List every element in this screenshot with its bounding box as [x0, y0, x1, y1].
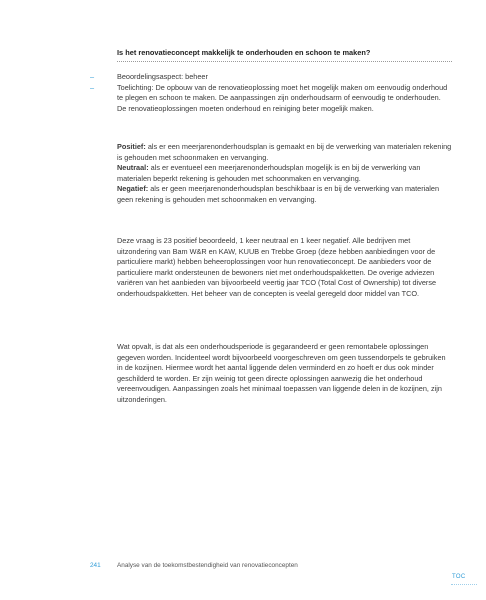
page-number: 241 [90, 562, 101, 569]
ratings-block [117, 142, 452, 206]
section-question: Is het renovatieconcept makkelijk te onderhouden en schoon te maken? [117, 48, 371, 57]
footer-title: Analyse van de toekomstbestendigheid van renovatieconcepten [117, 562, 298, 569]
rating-positive [117, 142, 452, 163]
rating-negative-text: als er geen meerjarenonderhoudsplan beschikbaar is en bij de verwerking van materialen geen rekening is gehouden met schoonmaken en vervanging. [117, 184, 440, 204]
rating-positive-label: Positief: [117, 142, 146, 151]
toc-link[interactable]: TOC [452, 574, 466, 580]
dash-bullet-icon: – [90, 72, 95, 81]
dash-bullet-icon: – [90, 82, 95, 92]
rating-positive-text: als er een meerjarenonderhoudsplan is gemaakt en bij de verwerking van materialen rekening is gehouden met schoonmaken en vervanging. [117, 142, 452, 162]
dotted-divider [117, 61, 452, 62]
list-item [90, 82, 452, 115]
assessment-aspect: Beoordelingsaspect: beheer [117, 72, 208, 81]
results-paragraph: Deze vraag is 23 positief beoordeeld, 1 keer neutraal en 1 keer negatief. Alle bedrijven met uitzondering van Bam W&R en KAW, KUUB en Trebbe Groep (deze hebben aanbiedingen voor de particuliere markt) hebben beheeroplossingen voor hun renovatieconcept. De aanbieders voor de particuliere markt ondersteunen de bewoners niet met onderhoudspakketten. De overige adviezen variëren van het aanbieden van bijvoorbeeld veertig jaar TCO (Total Cost of Ownership) tot diverse onderhoudspakketten. Het beheer van de concepten is veelal geregeld door middel van TCO. [117, 236, 437, 298]
rating-negative [117, 184, 452, 205]
rating-negative-label: Negatief: [117, 184, 149, 194]
toc-underline [451, 584, 477, 585]
bullet-list [90, 72, 452, 114]
list-item [90, 72, 452, 83]
page-footer [0, 562, 486, 580]
rating-neutral-label: Neutraal: [117, 163, 149, 173]
rating-neutral-text: als er eventueel een meerjarenonderhoudsplan mogelijk is en bij de verwerking van materialen beperkt rekening is gehouden met schoonmaken en vervanging. [117, 163, 421, 183]
rating-neutral [117, 163, 452, 184]
observations-paragraph: Wat opvalt, is dat als een onderhoudsperiode is gegarandeerd er geen remontabele oplossingen gegeven worden. Incidenteel wordt bijvoorbeeld voorgeschreven om geen tussendorpels te gebruiken in de kozijnen. Hiermee wordt het aantal liggende delen verminderd en zo hoeft er dus ook minder geschilderd te worden. Er zijn weinig tot geen directe oplossingen aanwezig die het onderhoud vereenvoudigen. Aanpassingen zoals het minimaal toepassen van liggende delen in de kozijnen, zijn uitzonderingen. [117, 342, 446, 404]
explanation: Toelichting: De opbouw van de renovatieoplossing moet het mogelijk maken om eenvoudig onderhoud te plegen en schoon te maken. De aanpassingen zijn onderhoudsarm of eenvoudig te onderhouden. De renovatieoplossingen moeten onderhoud en reiniging beter mogelijk maken. [117, 82, 448, 113]
